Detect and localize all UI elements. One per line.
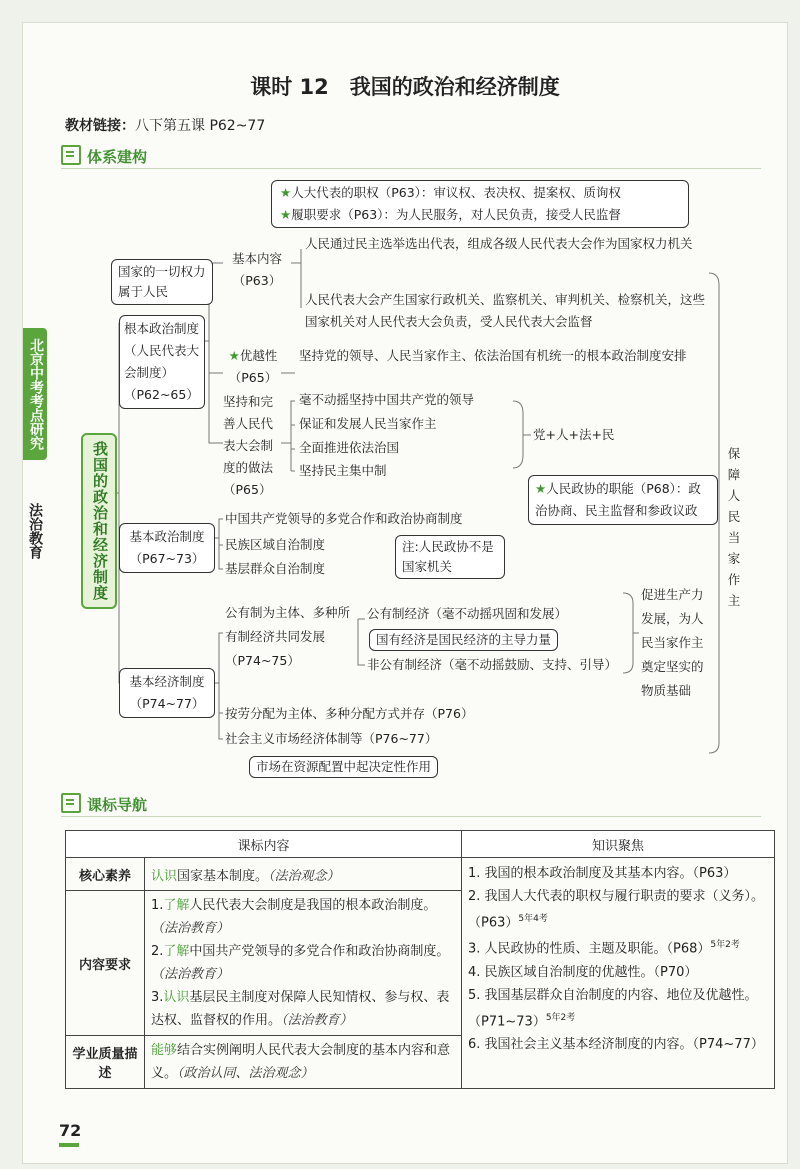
deputy-duties (280, 204, 680, 226)
basic-economic-box: 基本经济制度（P74~77） (119, 668, 215, 718)
basic-content-1: 人民通过民主选举选出代表，组成各级人民代表大会作为国家权力机关 (305, 236, 693, 251)
basic-content-2: 人民代表大会产生国家行政机关、监察机关、审判机关、检察机关，这些国家机关对人民代表大会负责，受人民代表大会监督 (305, 292, 706, 329)
ownership-label: 公有制为主体、多种所有制经济共同发展（P74~75） (225, 605, 351, 668)
knowledge-item (468, 1033, 768, 1056)
item-text: 结合实例阐明人民代表大会制度的基本内容和意义。 (151, 1043, 451, 1081)
practice-summary: 党+人+法+民 (533, 427, 615, 442)
star-icon: ★ (228, 348, 240, 363)
exam-frequency: 5年4考 (518, 914, 548, 924)
textbook-link-value: 八下第五课 P62~77 (135, 118, 266, 134)
knowledge-item (468, 984, 768, 1033)
requirement-item (151, 894, 455, 940)
public-economy: 公有制经济（毫不动摇巩固和发展） (367, 606, 568, 621)
star-icon: ★ (280, 207, 292, 222)
document-icon (61, 793, 81, 813)
knowledge-item (468, 885, 768, 934)
quality-description-cell (145, 1036, 462, 1089)
page-number-bar (59, 1143, 79, 1147)
item-number: 2. (151, 944, 164, 959)
page-number: 72 (59, 1121, 82, 1140)
table-header-row (66, 831, 775, 858)
distribution-system: 按劳分配为主体、多种分配方式并存（P76） (225, 706, 474, 721)
basic-content-label: 基本内容（P63） (231, 251, 282, 288)
textbook-link-label: 教材链接： (65, 118, 135, 134)
superiority-text: 坚持党的领导、人民当家作主、依法治国有机统一的根本政治制度安排 (299, 348, 687, 363)
knowledge-text: 3. 人民政协的性质、主题及职能。（P68） (468, 941, 711, 957)
political-item-3: 基层群众自治制度 (225, 561, 326, 576)
section-divider (61, 816, 761, 817)
knowledge-cell (462, 858, 775, 1089)
market-note: 市场在资源配置中起决定性作用 (249, 756, 438, 778)
page-title: 课时 12 我国的政治和经济制度 (250, 75, 560, 99)
basic-political-box: 基本政治制度（P67~73） (119, 523, 215, 573)
knowledge-list (468, 862, 768, 1056)
side-subtab: 法治教育 (27, 503, 43, 559)
star-icon: ★ (280, 185, 292, 200)
item-tag: （政治认同、法治观念） (177, 1066, 314, 1081)
item-tag: （法治教育） (281, 1013, 353, 1028)
item-text: 基层民主制度对保障人民知情权、参与权、表达权、监督权的作用。 (151, 990, 450, 1028)
knowledge-text: 2. 我国人大代表的职权与履行职责的要求（义务）。（P63） (468, 889, 765, 931)
mindmap-root: 我国的政治和经济制度 (81, 433, 117, 609)
deputy-powers (280, 182, 680, 204)
item-tag: （法治教育） (151, 921, 230, 936)
knowledge-item (468, 862, 768, 885)
content-requirements-cell (145, 891, 462, 1036)
knowledge-text: 4. 民族区域自治制度的优越性。（P70） (468, 964, 698, 980)
cppcc-note (528, 475, 718, 525)
item-number: 1. (151, 898, 164, 913)
item-number: 3. (151, 990, 164, 1005)
row-head: 内容要求 (66, 891, 145, 1036)
exam-frequency: 5年2考 (710, 940, 740, 951)
state-economy-note: 国有经济是国民经济的主导力量 (369, 629, 558, 651)
section-system-title: 体系建构 (87, 148, 148, 166)
section-guide (61, 793, 147, 815)
table-header: 课标内容 (66, 831, 462, 858)
practice-3: 全面推进依法治国 (299, 440, 400, 455)
requirement-item (151, 986, 455, 1032)
cppcc-note-text: 人民政协的职能（P68）：政治协商、民主监督和参政议政 (535, 481, 701, 518)
action-verb: 了解 (163, 944, 190, 959)
page (22, 22, 788, 1164)
action-verb: 能够 (151, 1043, 178, 1058)
knowledge-text: 6. 我国社会主义基本经济制度的内容。（P74~77） (468, 1036, 764, 1052)
table-row (66, 858, 775, 891)
practice-label: 坚持和完善人民代表大会制度的做法（P65） (223, 394, 274, 497)
knowledge-text: 5. 我国基层群众自治制度的内容、地位及优越性。（P71~73） (468, 987, 758, 1029)
guarantee-label: 保障人民当家作主 (727, 446, 741, 608)
section-guide-title: 课标导航 (87, 796, 148, 814)
political-item-1: 中国共产党领导的多党合作和政治协商制度 (225, 511, 463, 526)
table-header: 知识聚焦 (462, 831, 775, 858)
requirement-item (151, 940, 455, 986)
practice-1: 毫不动摇坚持中国共产党的领导 (299, 392, 475, 407)
practice-4: 坚持民主集中制 (299, 463, 387, 478)
cppcc-warning: 注:人民政协不是国家机关 (395, 535, 505, 579)
side-tab: 北京中考考点研究 (23, 328, 47, 460)
practice-2: 保证和发展人民当家作主 (299, 416, 437, 431)
deputy-powers-text: 人大代表的职权（P63）：审议权、表决权、提案权、质询权 (291, 185, 621, 200)
exam-frequency: 5年2考 (545, 1012, 576, 1023)
action-verb: 认识 (151, 868, 178, 884)
item-text: 人民代表大会制度是我国的根本政治制度。 (189, 898, 437, 913)
power-note: 国家的一切权力属于人民 (111, 259, 213, 305)
core-literacy-cell (145, 858, 462, 891)
market-system: 社会主义市场经济体制等（P76~77） (225, 731, 438, 746)
item-tag: （法治观念） (268, 868, 340, 884)
action-verb: 了解 (163, 898, 190, 913)
item-text: 中国共产党领导的多党合作和政治协商制度。 (189, 944, 450, 959)
superiority-label (221, 345, 285, 389)
knowledge-text: 1. 我国的根本政治制度及其基本内容。（P63） (468, 866, 737, 881)
non-public-economy: 非公有制经济（毫不动摇鼓励、支持、引导） (367, 657, 618, 672)
item-tag: （法治教育） (151, 967, 230, 982)
fundamental-system-box: 根本政治制度（人民代表大会制度）（P62~65） (119, 315, 205, 409)
row-head: 学业质量描述 (66, 1036, 145, 1089)
row-head: 核心素养 (66, 858, 145, 891)
deputy-note (271, 180, 689, 228)
item-text: 国家基本制度。 (177, 868, 269, 884)
knowledge-item (468, 934, 768, 960)
economic-role: 促进生产力发展，为人民当家作主奠定坚实的物质基础 (641, 587, 704, 698)
curriculum-table (65, 830, 775, 1089)
political-item-2: 民族区域自治制度 (225, 537, 326, 552)
action-verb: 认识 (163, 990, 190, 1005)
deputy-duties-text: 履职要求（P63）：为人民服务，对人民负责，接受人民监督 (291, 207, 621, 222)
requirement-list (151, 894, 455, 1032)
superiority-label-text: 优越性（P65） (228, 348, 278, 385)
star-icon: ★ (535, 481, 547, 496)
knowledge-item (468, 961, 768, 984)
